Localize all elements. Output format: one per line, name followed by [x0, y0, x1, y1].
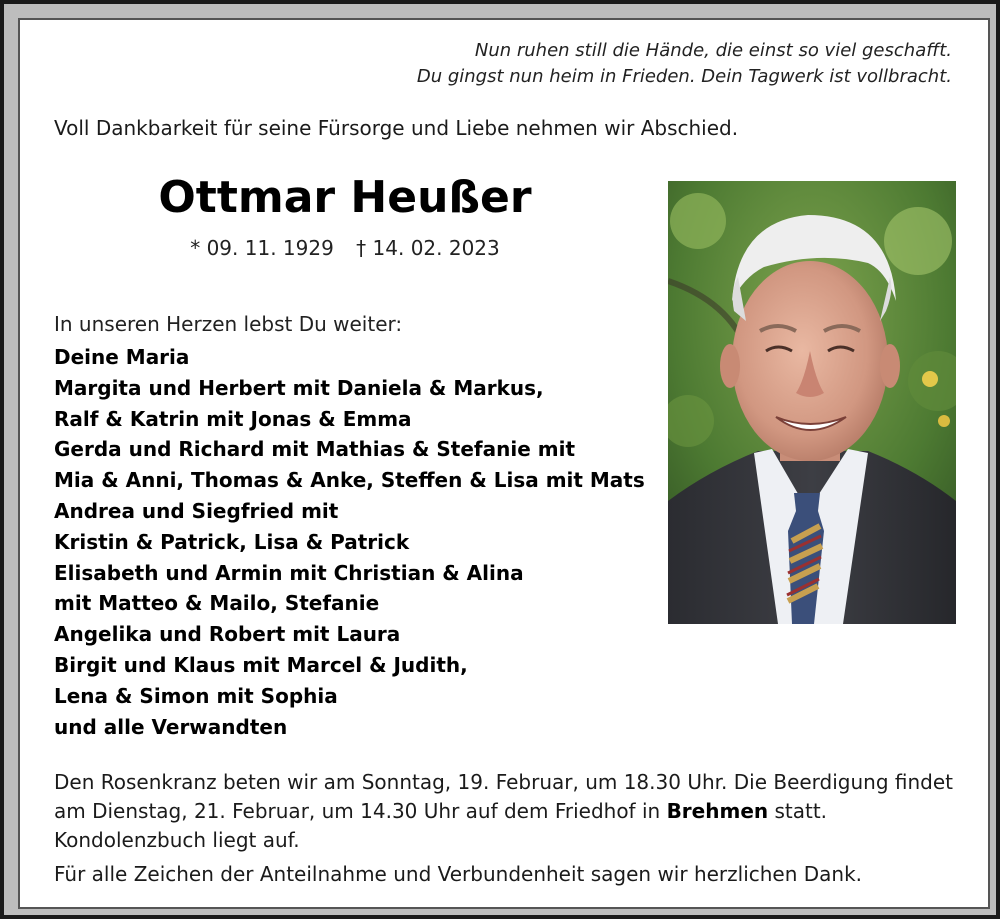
mourner-line: Gerda und Richard mit Mathias & Stefanie mit [54, 437, 576, 462]
notice-panel [18, 18, 990, 909]
mourner-line: Elisabeth und Armin mit Christian & Alina [54, 560, 524, 585]
intro-text: Voll Dankbarkeit für seine Fürsorge und Liebe nehmen wir Abschied. [54, 116, 739, 140]
mourner-line: Angelika und Robert mit Laura [54, 622, 401, 647]
mourner-line: Lena & Simon mit Sophia [54, 683, 338, 708]
death-date: † 14. 02. 2023 [356, 236, 500, 260]
mourner-line: mit Matteo & Mailo, Stefanie [54, 591, 380, 616]
birth-date: * 09. 11. 1929 [190, 236, 334, 260]
mourner-line: Deine Maria [54, 345, 190, 369]
thanks-text: Für alle Zeichen der Anteilnahme und Verbundenheit sagen wir herzlichen Dank. [54, 862, 863, 886]
portrait-photo [668, 181, 956, 624]
verse-line-1: Nun ruhen still die Hände, die einst so viel geschafft. [474, 40, 952, 61]
mourner-line: Mia & Anni, Thomas & Anke, Steffen & Lisa mit Mats [54, 468, 645, 493]
life-dates [20, 236, 670, 260]
mourner-line: Ralf & Katrin mit Jonas & Emma [54, 406, 412, 431]
mourner-line: Andrea und Siegfried mit [54, 498, 339, 523]
mourners-list [54, 342, 645, 742]
mourner-line: Birgit und Klaus mit Marcel & Judith, [54, 652, 468, 677]
mourner-line: und alle Verwandten [54, 714, 288, 739]
funeral-details [54, 768, 964, 855]
verse-line-2: Du gingst nun heim in Frieden. Dein Tagwerk ist vollbracht. [416, 66, 952, 87]
funeral-place: Brehmen [666, 799, 769, 823]
mourner-line: Margita und Herbert mit Daniela & Markus, [54, 375, 544, 400]
mourner-line: Kristin & Patrick, Lisa & Patrick [54, 529, 410, 554]
mourners-intro: In unseren Herzen lebst Du weiter: [54, 312, 403, 336]
funeral-text-before: Den Rosenkranz beten wir am Sonntag, 19. Februar, um 18.30 Uhr. Die Beerdigung findet am Dienstag, 21. Februar, um 14.30 Uhr auf dem Friedhof in [54, 770, 954, 823]
funeral-text-after: statt. Kondolenzbuch liegt auf. [54, 799, 828, 852]
deceased-name: Ottmar Heußer [158, 172, 532, 223]
